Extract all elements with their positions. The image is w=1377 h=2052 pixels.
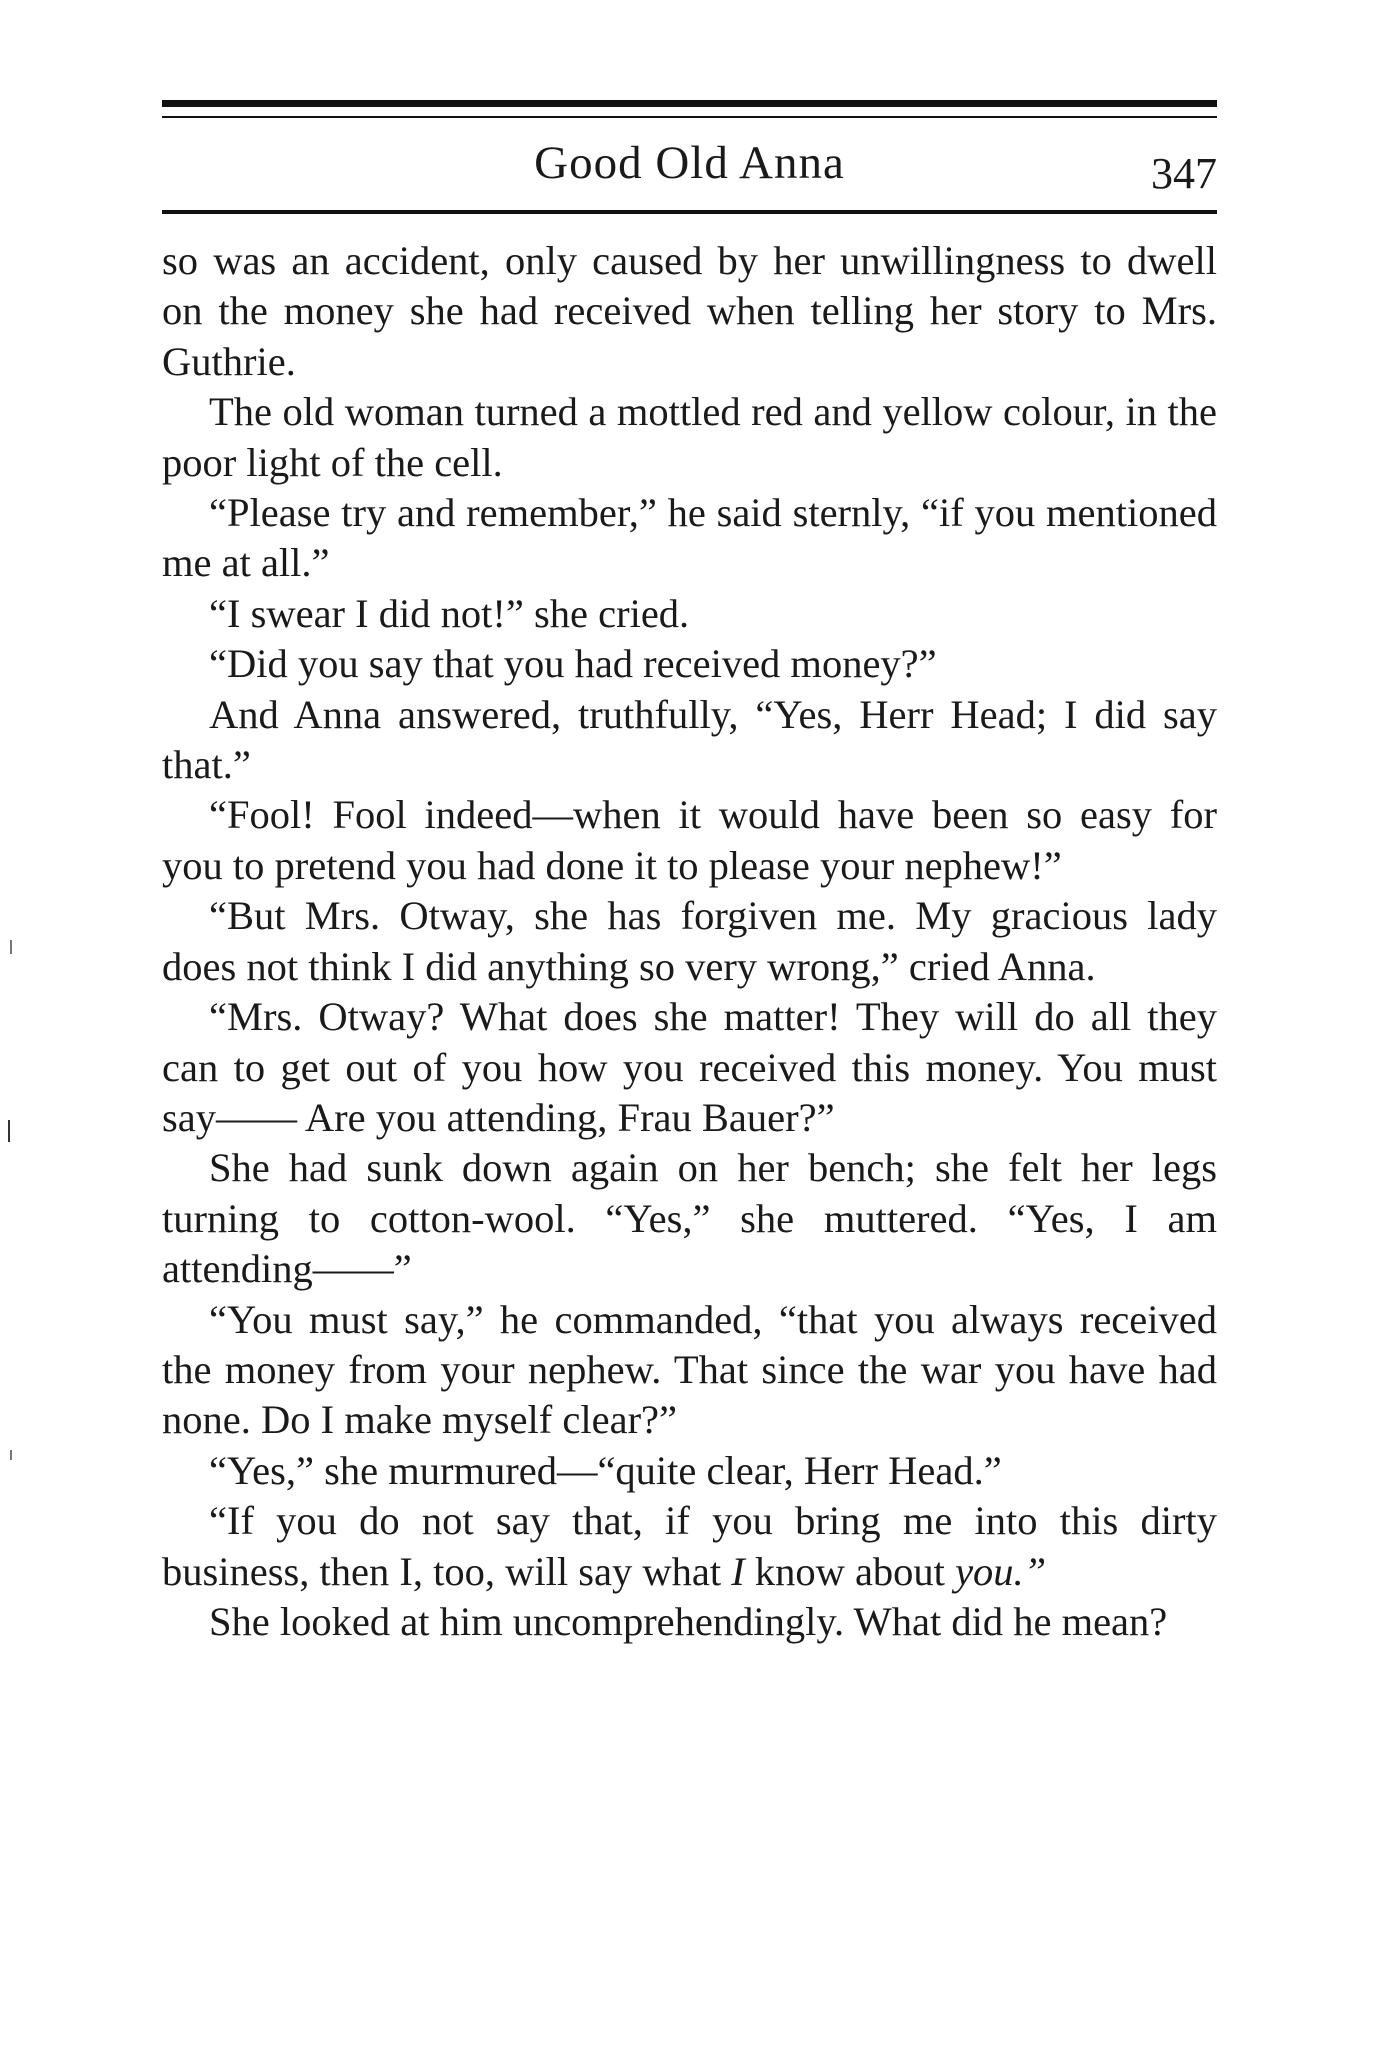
page-number: 347 xyxy=(1151,149,1217,198)
paragraph: “I swear I did not!” she cried. xyxy=(209,590,690,636)
page-header xyxy=(162,128,1217,198)
paragraph: “Did you say that you had received money?” xyxy=(209,641,937,687)
paragraph: “But Mrs. Otway, she has forgiven me. My gracious lady does not think I did anything so very wrong,” cried Anna. xyxy=(162,893,1217,989)
header-underline xyxy=(162,210,1217,214)
body-text xyxy=(162,236,1217,1647)
paragraph-continued: so was an accident, only caused by her unwillingness to dwell on the money she had received when telling her story to Mrs. Guthrie. xyxy=(162,238,1217,384)
header-rule-thick xyxy=(162,100,1217,107)
scan-mark xyxy=(8,1120,10,1142)
header-rule-thin xyxy=(162,116,1217,118)
paragraph: She had sunk down again on her bench; she felt her legs turning to cotton-wool. “Yes,” she muttered. “Yes, I am attending——” xyxy=(162,1145,1217,1292)
paragraph: She looked at him uncomprehendingly. What did he mean? xyxy=(209,1598,1168,1644)
paragraph: “Please try and remember,” he said sternly, “if you mentioned me at all.” xyxy=(162,490,1217,586)
paragraph-with-emphasis xyxy=(162,1496,1217,1597)
scan-mark xyxy=(10,1450,12,1460)
running-title: Good Old Anna xyxy=(534,137,845,189)
emphasis-text: you.” xyxy=(955,1548,1047,1594)
paragraph: “You must say,” he commanded, “that you always received the money from your nephew. That since the war you have had none. Do I make myself clear?” xyxy=(162,1296,1217,1443)
paragraph: “Yes,” she murmured—“quite clear, Herr Head.” xyxy=(209,1447,1002,1493)
paragraph: And Anna answered, truthfully, “Yes, Herr Head; I did say that.” xyxy=(162,691,1217,788)
paragraph-text: know about xyxy=(744,1548,956,1594)
paragraph: “Mrs. Otway? What does she matter! They will do all they can to get out of you how you received this money. You must say—— Are you attending, Frau Bauer?” xyxy=(162,994,1217,1140)
paragraph: “Fool! Fool indeed—when it would have been so easy for you to pretend you had done it to please your nephew!” xyxy=(162,792,1217,888)
scan-mark xyxy=(10,940,12,954)
paragraph-text: “If you do not say that, if you bring me into this dirty business, then I, too, will say what xyxy=(162,1498,1217,1594)
emphasis-text: I xyxy=(731,1548,745,1594)
paragraph: The old woman turned a mottled red and yellow colour, in the poor light of the cell. xyxy=(162,389,1217,485)
